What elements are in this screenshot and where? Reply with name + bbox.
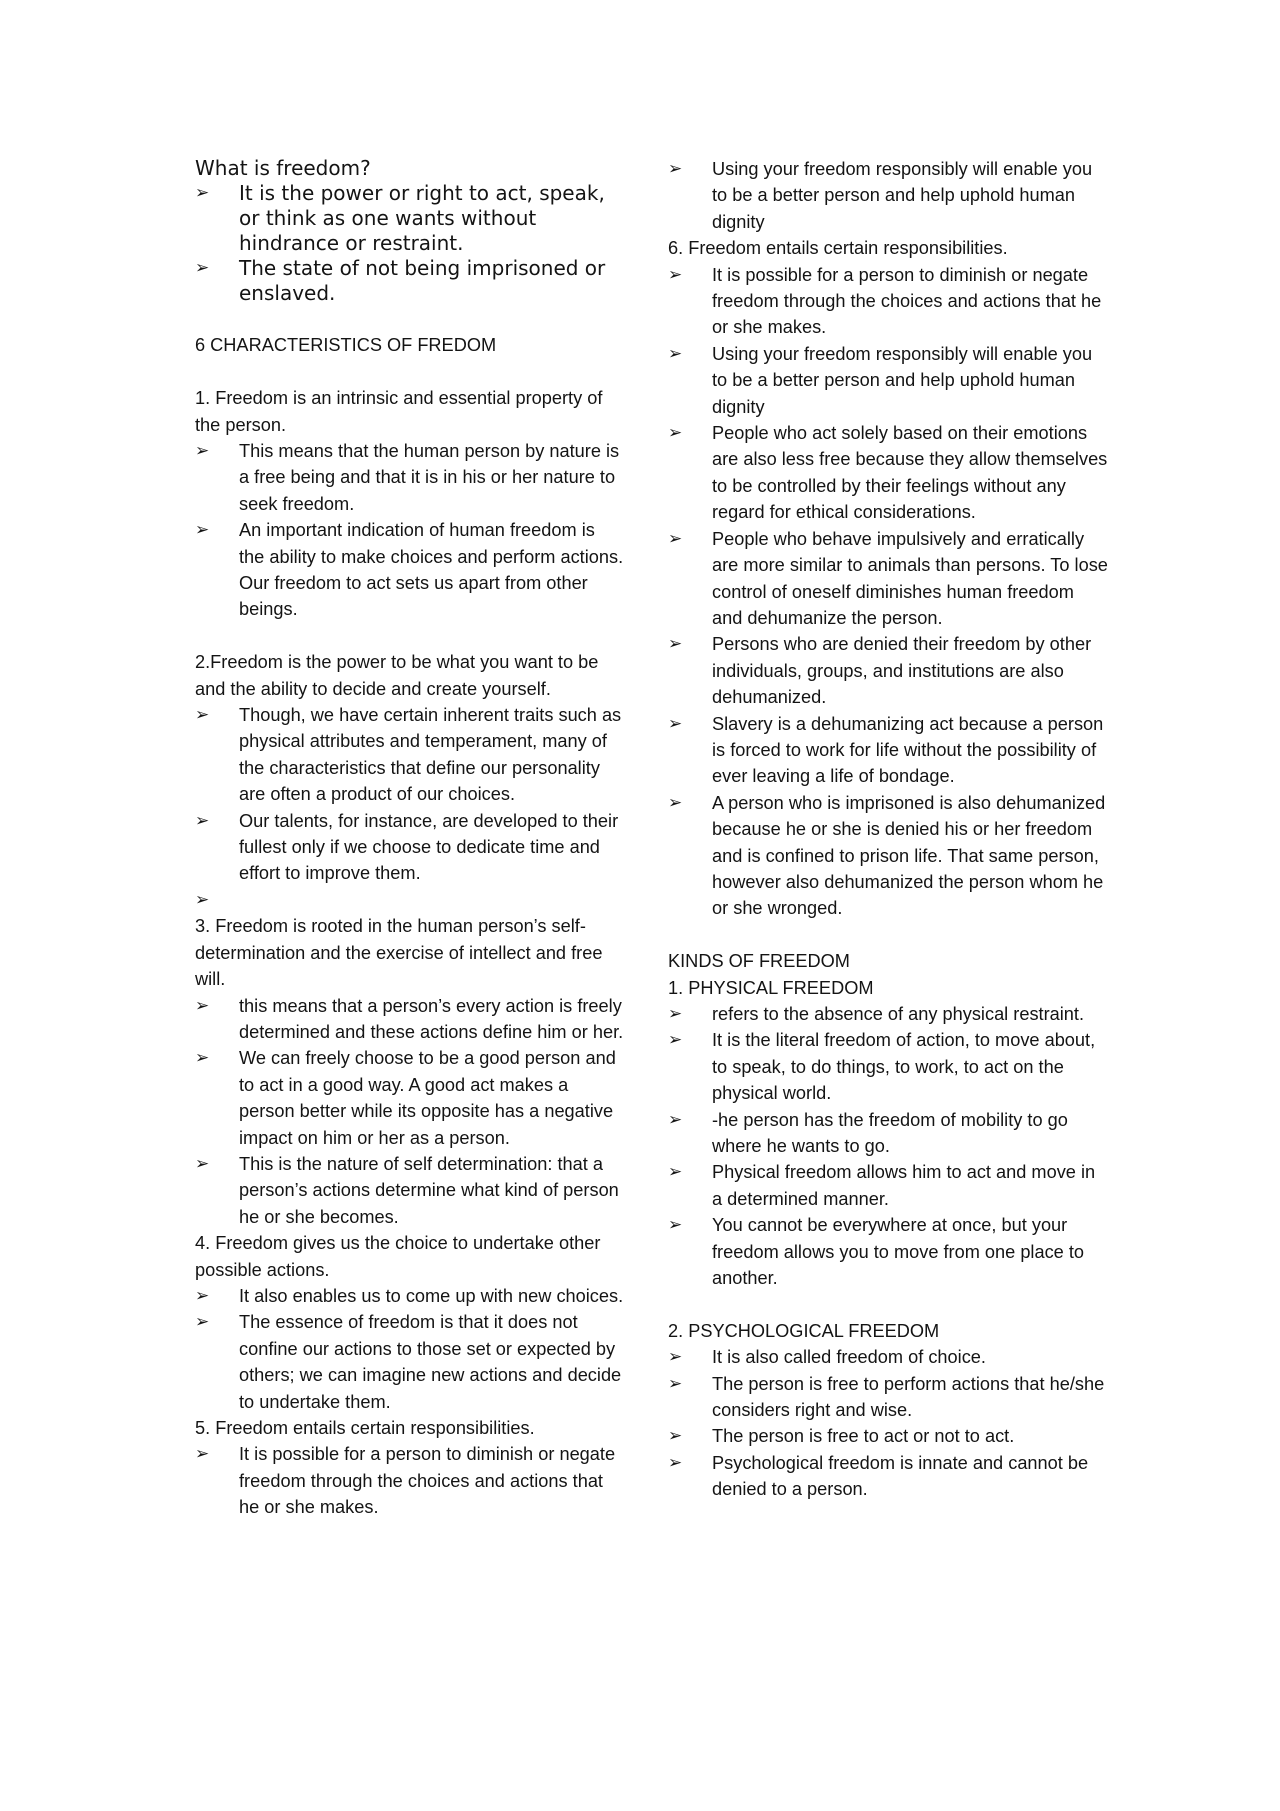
- intro-bullet: ➢ It is the power or right to act, speak, or think as one wants without hindrance or restraint.: [195, 181, 605, 255]
- list-item: ➢ The essence of freedom is that it does not confine our actions to those set or expected by others; we can imagine new actions and decide to undertake them.: [195, 1309, 625, 1415]
- list-item: ➢ Physical freedom allows him to act and move in a determined manner.: [668, 1159, 1108, 1212]
- bullet-arrow-icon: ➢: [195, 1312, 210, 1333]
- bullet-arrow-icon: ➢: [668, 1215, 683, 1236]
- list-item: ➢ The person is free to perform actions that he/she considers right and wise.: [668, 1371, 1108, 1424]
- left-column: [195, 156, 625, 1521]
- bullet-arrow-icon: ➢: [668, 343, 683, 364]
- bullet-arrow-icon: ➢: [668, 634, 683, 655]
- list-item: ➢ People who act solely based on their emotions are also less free because they allow themselves to be controlled by their feelings without any regard for ethical considerations.: [668, 420, 1108, 526]
- list-item: ➢ A person who is imprisoned is also dehumanized because he or she is denied his or her freedom and is confined to prison life. That same person, however also dehumanized the person whom he or she wronged.: [668, 790, 1108, 922]
- list-item: ➢ It is also called freedom of choice.: [668, 1344, 1108, 1370]
- bullet-arrow-icon: ➢: [668, 1347, 683, 1368]
- list-item: ➢ People who behave impulsively and erratically are more similar to animals than persons. To lose control of oneself diminishes human freedom and dehumanize the person.: [668, 526, 1108, 632]
- characteristic-5-title: 5. Freedom entails certain responsibilities.: [195, 1418, 535, 1439]
- bullet-arrow-icon: ➢: [668, 713, 683, 734]
- list-item: ➢ this means that a person’s every action is freely determined and these actions define him or her.: [195, 993, 625, 1046]
- bullet-arrow-icon: ➢: [195, 441, 210, 461]
- list-item: ➢ The person is free to act or not to act.: [668, 1423, 1108, 1449]
- bullet-arrow-icon: ➢: [668, 792, 683, 813]
- list-item: ➢ It also enables us to come up with new choices.: [195, 1283, 625, 1309]
- bullet-arrow-icon: ➢: [195, 995, 210, 1016]
- list-item: ➢ You cannot be everywhere at once, but your freedom allows you to move from one place to another.: [668, 1212, 1108, 1291]
- list-item: ➢ An important indication of human freedom is the ability to make choices and perform actions. Our freedom to act sets us apart from other beings.: [195, 517, 625, 623]
- bullet-arrow-icon: ➢: [668, 1109, 683, 1130]
- characteristic-2-title: 2.Freedom is the power to be what you want to be and the ability to decide and create yourself.: [195, 652, 599, 699]
- bullet-arrow-icon: ➢: [668, 264, 683, 285]
- bullet-arrow-icon: ➢: [668, 1003, 683, 1024]
- bullet-arrow-icon: ➢: [668, 1373, 683, 1394]
- list-item: ➢ Psychological freedom is innate and cannot be denied to a person.: [668, 1450, 1108, 1503]
- list-item: ➢ -he person has the freedom of mobility to go where he wants to go.: [668, 1107, 1108, 1160]
- list-item: ➢ Persons who are denied their freedom by other individuals, groups, and institutions are also dehumanized.: [668, 631, 1108, 710]
- list-item: ➢ It is the literal freedom of action, to move about, to speak, to do things, to work, to act on the physical world.: [668, 1027, 1108, 1106]
- list-item: ➢ It is possible for a person to diminish or negate freedom through the choices and actions that he or she makes.: [668, 262, 1108, 341]
- list-item: ➢ Slavery is a dehumanizing act because a person is forced to work for life without the possibility of ever leaving a life of bondage.: [668, 711, 1108, 790]
- bullet-arrow-icon: ➢: [195, 1153, 210, 1174]
- list-item: ➢ It is possible for a person to diminish or negate freedom through the choices and actions that he or she makes.: [195, 1441, 625, 1520]
- physical-freedom-title: 1. PHYSICAL FREEDOM: [668, 977, 874, 998]
- kinds-heading: KINDS OF FREEDOM: [668, 951, 850, 972]
- bullet-arrow-icon: ➢: [668, 423, 683, 444]
- psychological-freedom-title: 2. PSYCHOLOGICAL FREEDOM: [668, 1320, 940, 1341]
- bullet-arrow-icon: ➢: [668, 1452, 683, 1473]
- list-item: ➢ This is the nature of self determination: that a person’s actions determine what kind of person he or she becomes.: [195, 1151, 625, 1230]
- bullet-arrow-icon: ➢: [668, 528, 683, 549]
- characteristic-3-title: 3. Freedom is rooted in the human person’s self-determination and the exercise of intellect and free will.: [195, 916, 603, 990]
- list-item: ➢ Using your freedom responsibly will enable you to be a better person and help uphold human dignity: [668, 341, 1108, 420]
- bullet-arrow-icon: ➢: [195, 520, 210, 541]
- bullet-arrow-icon: ➢: [195, 1285, 210, 1306]
- bullet-arrow-icon: ➢: [668, 1162, 683, 1183]
- characteristic-1-title: 1. Freedom is an intrinsic and essential property of the person.: [195, 388, 603, 435]
- characteristic-6-title: 6. Freedom entails certain responsibilities.: [668, 238, 1008, 259]
- empty-list-item: [195, 887, 625, 913]
- bullet-arrow-icon: ➢: [195, 705, 210, 726]
- characteristic-4-title: 4. Freedom gives us the choice to undertake other possible actions.: [195, 1233, 601, 1280]
- bullet-arrow-icon: ➢: [195, 889, 210, 910]
- characteristics-heading: 6 CHARACTERISTICS OF FREDOM: [195, 335, 497, 356]
- bullet-arrow-icon: ➢: [195, 1048, 210, 1069]
- bullet-arrow-icon: ➢: [668, 159, 683, 179]
- list-item: ➢ This means that the human person by nature is a free being and that it is in his or her nature to seek freedom.: [195, 438, 625, 517]
- bullet-arrow-icon: ➢: [668, 1426, 683, 1447]
- list-item: ➢ We can freely choose to be a good person and to act in a good way. A good act makes a person better while its opposite has a negative impact on him or her as a person.: [195, 1045, 625, 1151]
- bullet-arrow-icon: ➢: [195, 258, 210, 278]
- list-item: ➢ Our talents, for instance, are developed to their fullest only if we choose to dedicate time and effort to improve them.: [195, 808, 625, 887]
- list-item: ➢ Though, we have certain inherent traits such as physical attributes and temperament, many of the characteristics that define our personality are often a product of our choices.: [195, 702, 625, 808]
- bullet-arrow-icon: ➢: [195, 1444, 210, 1465]
- bullet-arrow-icon: ➢: [668, 1030, 683, 1051]
- intro-bullet: ➢ The state of not being imprisoned or enslaved.: [195, 256, 606, 305]
- right-column: [668, 156, 1108, 1503]
- list-item: ➢ refers to the absence of any physical restraint.: [668, 1001, 1108, 1027]
- bullet-arrow-icon: ➢: [195, 810, 210, 831]
- list-item: ➢ Using your freedom responsibly will enable you to be a better person and help uphold human dignity: [668, 156, 1108, 235]
- bullet-arrow-icon: ➢: [195, 183, 210, 203]
- intro-title: What is freedom?: [195, 156, 371, 180]
- intro-section: [195, 156, 625, 306]
